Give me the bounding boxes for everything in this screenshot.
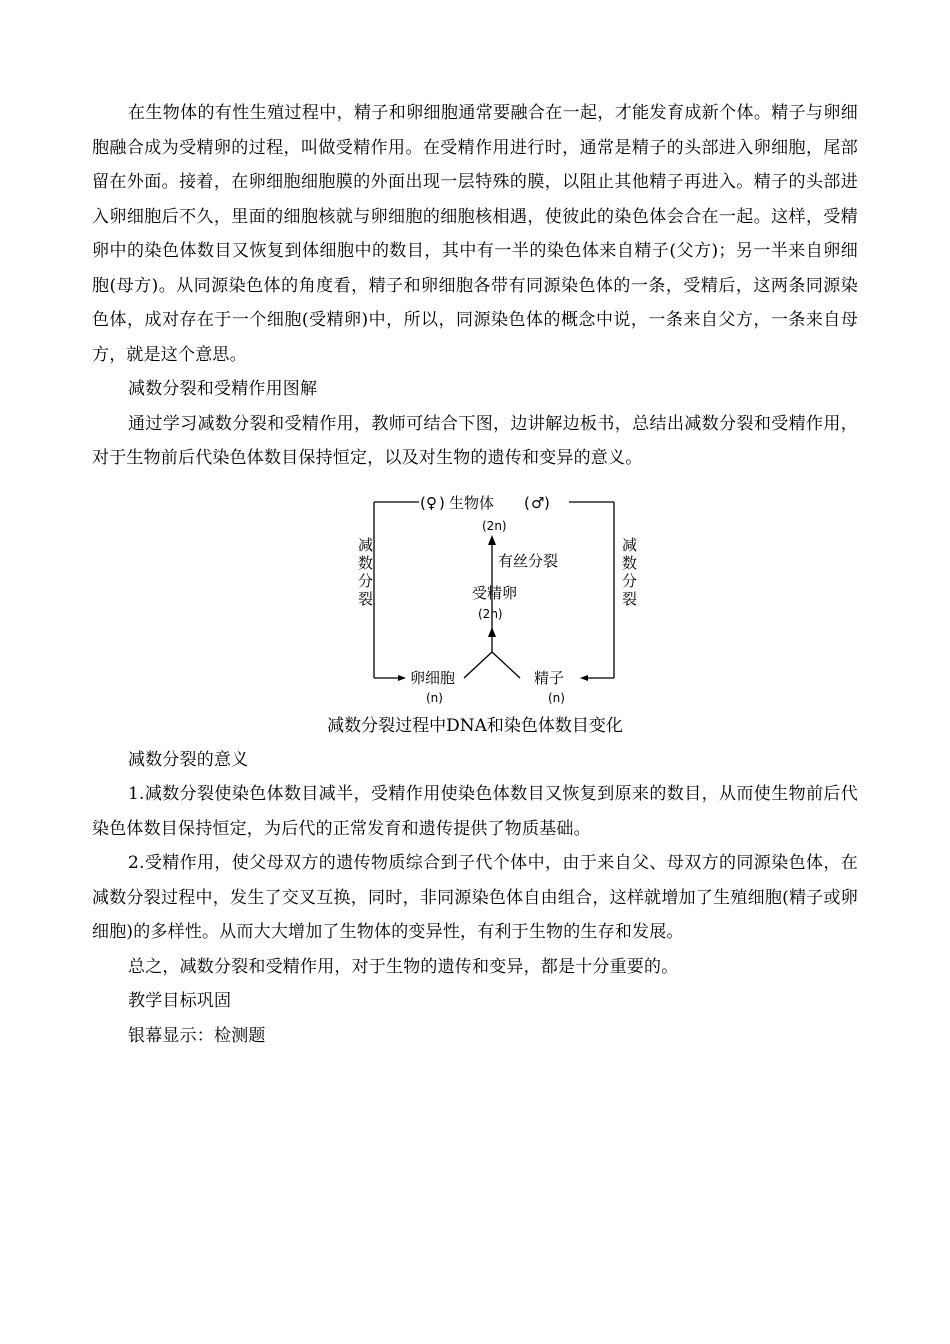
paragraph-diagram-intro: 通过学习减数分裂和受精作用，教师可结合下图，边讲解边板书，总结出减数分裂和受精作用，对于生物前后代染色体数目保持恒定，以及对生物的遗传和变异的意义。	[92, 413, 858, 468]
paragraph-point-2: 2.受精作用，使父母双方的遗传物质综合到子代个体中，由于来自父、母双方的同源染色体，在减数分裂过程中，发生了交叉互换，同时，非同源染色体自由组合，这样就增加了生殖细胞(精子或卵细胞)的多样性。从而大大增加了生物体的变异性，有利于生物的生存和发展。	[92, 853, 858, 942]
organism-label: 生物体	[449, 493, 495, 512]
paragraph-point-1: 1.减数分裂使染色体数目减半，受精作用使染色体数目又恢复到原来的数目，从而使生物前后代染色体数目保持恒定，为后代的正常发育和遗传提供了物质基础。	[92, 784, 858, 839]
arrow-to-egg	[398, 675, 406, 681]
zygote-label: 受精卵	[472, 583, 518, 602]
female-symbol: ♀	[426, 493, 437, 512]
sperm-merge-line	[492, 652, 520, 678]
diagram-caption: 减数分裂过程中DNA和染色体数目变化	[327, 715, 623, 736]
mitosis-label: 有丝分裂	[498, 551, 559, 570]
svg-text:): )	[439, 493, 445, 512]
document-page	[92, 96, 858, 1053]
male-symbol: ♂	[531, 493, 545, 512]
sperm-label: 精子	[534, 668, 565, 687]
paragraph-summary: 总之，减数分裂和受精作用，对于生物的遗传和变异，都是十分重要的。	[128, 956, 679, 977]
svg-text:(: (	[420, 493, 426, 512]
egg-ploidy: (n)	[426, 690, 443, 705]
diagram-svg	[358, 480, 638, 705]
right-meiosis-label: 减数分裂	[622, 535, 638, 608]
arrow-to-sperm	[580, 675, 588, 681]
svg-text:): )	[544, 493, 550, 512]
paragraph-diagram-heading: 减数分裂和受精作用图解	[128, 379, 318, 399]
sperm-ploidy: (n)	[548, 690, 565, 705]
meiosis-fertilization-diagram	[92, 480, 858, 705]
svg-text:(: (	[524, 493, 530, 512]
paragraph-fertilization: 在生物体的有性生殖过程中，精子和卵细胞通常要融合在一起，才能发育成新个体。精子与卵细胞融合成为受精卵的过程，叫做受精作用。在受精作用进行时，通常是精子的头部进入卵细胞，尾部留在外面。接着，在卵细胞细胞膜的外面出现一层特殊的膜，以阻止其他精子再进入。精子的头部进入卵细胞后不久，里面的细胞核就与卵细胞的细胞核相遇，使彼此的染色体会合在一起。这样，受精卵中的染色体数目又恢复到体细胞中的数目，其中有一半的染色体来自精子(父方)；另一半来自卵细胞(母方)。从同源染色体的角度看，精子和卵细胞各带有同源染色体的一条，受精后，这两条同源染色体，成对存在于一个细胞(受精卵)中，所以，同源染色体的概念中说，一条来自父方，一条来自母方，就是这个意思。	[92, 103, 858, 365]
paragraph-significance-heading: 减数分裂的意义	[128, 749, 249, 770]
paragraph-screen-display: 银幕显示：检测题	[128, 1025, 266, 1046]
merge-arrowhead	[488, 627, 496, 637]
paragraph-consolidation-heading: 教学目标巩固	[128, 991, 232, 1011]
egg-merge-line	[464, 652, 492, 678]
mitosis-arrowhead	[488, 535, 496, 545]
zygote-ploidy: (2n)	[478, 606, 503, 621]
organism-ploidy: (2n)	[482, 518, 507, 533]
egg-label: 卵细胞	[410, 668, 456, 687]
left-meiosis-label: 减数分裂	[358, 535, 374, 608]
